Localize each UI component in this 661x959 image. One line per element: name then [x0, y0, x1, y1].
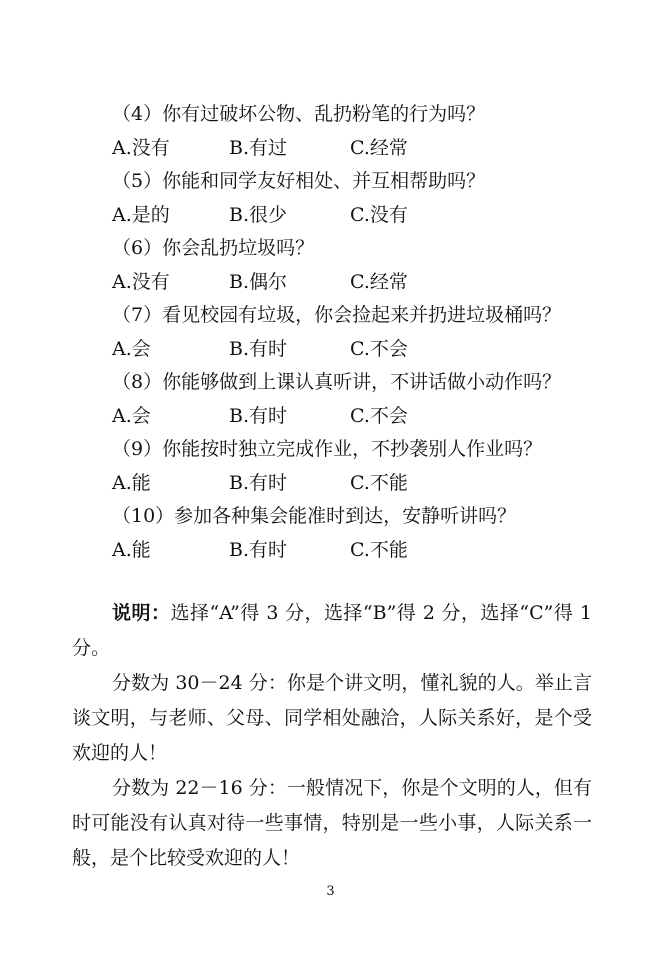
- explanation-text: 选择“A”得 3 分，选择“B”得 2 分，选择“C”得 1 分。: [72, 602, 592, 659]
- score-paragraph-2: 分数为 22－16 分：一般情况下，你是个文明的人，但有时可能没有认真对待一些事情，特别是一些小事，人际关系一般，是个比较受欢迎的人！: [72, 777, 592, 869]
- option-c: C.不能: [350, 539, 408, 561]
- option-c: C.不能: [350, 472, 408, 494]
- option-b: B.有时: [229, 539, 288, 561]
- option-c: C.没有: [350, 204, 408, 226]
- option-a: A.是的: [112, 204, 170, 226]
- option-a: A.能: [112, 472, 151, 494]
- option-b: B.偶尔: [229, 271, 288, 293]
- option-c: C.经常: [350, 137, 408, 159]
- option-c: C.不会: [350, 405, 408, 427]
- option-a: A.能: [112, 539, 151, 561]
- option-b: B.有时: [229, 405, 288, 427]
- option-a: A.会: [112, 405, 151, 427]
- option-b: B.有过: [229, 137, 288, 159]
- question-text: （9）你能按时独立完成作业，不抄袭别人作业吗？: [112, 438, 543, 460]
- option-b: B.很少: [229, 204, 288, 226]
- option-a: A.没有: [112, 137, 170, 159]
- option-b: B.有时: [229, 338, 288, 360]
- page-number: 3: [326, 884, 335, 899]
- question-text: （10）参加各种集会能准时到达，安静听讲吗？: [112, 505, 517, 527]
- question-text: （8）你能够做到上课认真听讲，不讲话做小动作吗？: [112, 371, 562, 393]
- question-text: （7）看见校园有垃圾，你会捡起来并扔进垃圾桶吗？: [112, 304, 562, 326]
- option-b: B.有时: [229, 472, 288, 494]
- option-a: A.会: [112, 338, 151, 360]
- explanation-label: 说明：: [112, 602, 171, 624]
- explanation-paragraph: [72, 596, 592, 666]
- question-text: （5）你能和同学友好相处、并互相帮助吗？: [112, 170, 486, 192]
- option-c: C.经常: [350, 271, 408, 293]
- option-c: C.不会: [350, 338, 408, 360]
- option-a: A.没有: [112, 271, 170, 293]
- question-text: （4）你有过破坏公物、乱扔粉笔的行为吗？: [112, 103, 486, 125]
- question-text: （6）你会乱扔垃圾吗？: [112, 237, 315, 259]
- score-paragraph-1: 分数为 30－24 分：你是个讲文明，懂礼貌的人。举止言谈文明，与老师、父母、同学相处融洽，人际关系好，是个受欢迎的人！: [72, 672, 592, 764]
